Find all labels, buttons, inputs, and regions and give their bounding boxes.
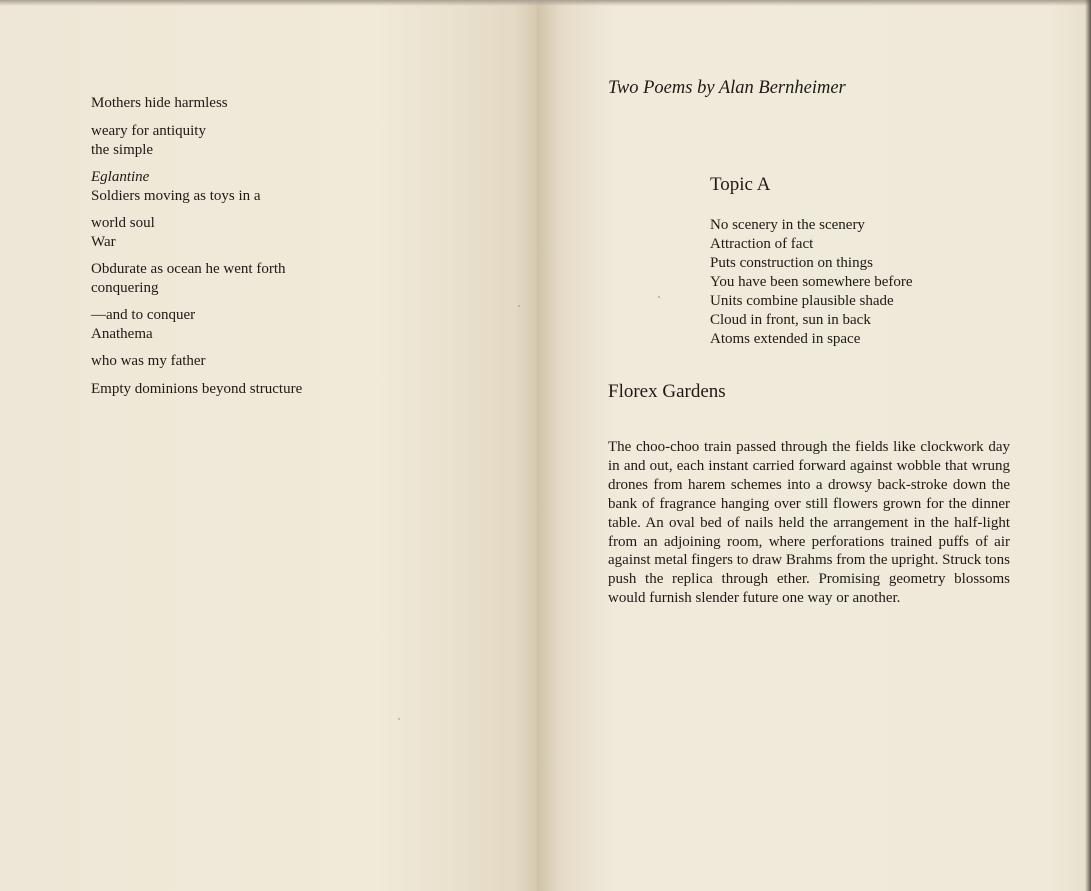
poem-title-florex-gardens: Florex Gardens bbox=[608, 381, 726, 402]
poem-topic-a bbox=[710, 216, 913, 349]
poem-line: You have been somewhere before bbox=[710, 274, 913, 290]
poem-line: who was my father bbox=[91, 353, 206, 369]
paper-speck bbox=[658, 296, 660, 298]
poem-line: weary for antiquity bbox=[91, 123, 206, 139]
stanza-7 bbox=[91, 352, 206, 371]
left-page bbox=[0, 0, 537, 891]
poem-line: Anathema bbox=[91, 325, 153, 342]
page-edge-shadow bbox=[1085, 0, 1091, 891]
stanza-3 bbox=[91, 168, 261, 205]
poem-line-italic: Eglantine bbox=[91, 169, 150, 185]
poem-line: Mothers hide harmless bbox=[91, 95, 228, 111]
poem-line: —and to conquer bbox=[91, 307, 196, 323]
stanza-8 bbox=[91, 380, 302, 399]
poem-line: Empty dominions beyond structure bbox=[91, 381, 303, 397]
paper-speck bbox=[398, 718, 400, 720]
poem-line: Soldiers moving as toys in a bbox=[91, 187, 261, 204]
poem-line: Puts construction on things bbox=[710, 255, 873, 271]
poem-line: War bbox=[91, 233, 116, 250]
stanza-6 bbox=[91, 306, 195, 343]
poem-title-topic-a: Topic A bbox=[710, 174, 771, 195]
poem-line: the simple bbox=[91, 141, 154, 158]
poem-line: Cloud in front, sun in back bbox=[710, 312, 871, 328]
paper-speck bbox=[518, 305, 520, 307]
stanza-2 bbox=[91, 122, 206, 159]
poem-line: Atoms extended in space bbox=[710, 331, 861, 347]
page-top-shadow bbox=[0, 0, 1091, 6]
prose-poem-body: The choo-choo train passed through the fields like clockwork day in and out, each instant carried forward against wobble that wrung drones from harem schemes into a drowsy back-stroke down the bank of fragrance hanging over still flowers grown for the dinner table. An oval bed of nails held the arrangement in the half-light from an adjoining room, where perforations trained puffs of air against metal fingers to draw Brahms from the upright. Struck tons push the replica through ether. Promising geometry blossoms would furnish slender future one way or another. bbox=[608, 439, 1011, 607]
poem-line: Units combine plausible shade bbox=[710, 293, 894, 309]
poem-line: conquering bbox=[91, 279, 159, 296]
stanza-1 bbox=[91, 94, 228, 113]
poem-line: Obdurate as ocean he went forth bbox=[91, 261, 286, 277]
poem-line: No scenery in the scenery bbox=[710, 217, 865, 233]
poem-line: Attraction of fact bbox=[710, 236, 814, 252]
page-title: Two Poems by Alan Bernheimer bbox=[608, 78, 846, 98]
poem-line: world soul bbox=[91, 215, 155, 231]
stanza-5 bbox=[91, 260, 286, 297]
stanza-4 bbox=[91, 214, 155, 251]
